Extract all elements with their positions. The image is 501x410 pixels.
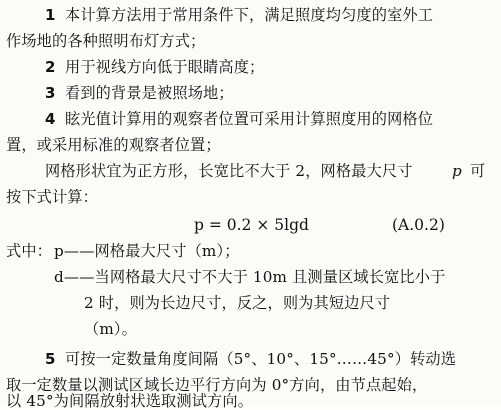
item-1-line-2 [0, 28, 501, 54]
item-5-number: 5 [45, 350, 56, 368]
item-5-text-end: 以 45°为间隔放射状选取测试方向。 [6, 392, 254, 410]
item-3-text: 看到的背景是被照场地； [65, 84, 234, 102]
item-4-number: 4 [45, 110, 56, 128]
item-1-text: 本计算方法用于常用条件下，满足照度均匀度的室外工 [65, 6, 434, 24]
formula-line [0, 211, 501, 239]
grid-text-line-2: 按下式计算： [6, 188, 99, 206]
where-d-definition-unit: （m）。 [84, 320, 137, 338]
grid-text-var: p [452, 162, 462, 180]
item-4-line-2 [0, 132, 501, 158]
grid-paragraph-line-2 [0, 184, 501, 210]
grid-paragraph-line-1 [0, 158, 501, 184]
where-intro: 式中： [6, 242, 53, 260]
formula-number: (A.0.2) [392, 216, 445, 234]
item-2-number: 2 [45, 58, 56, 76]
item-2-text: 用于视线方向低于眼睛高度； [65, 58, 265, 76]
where-line-d-3 [0, 316, 501, 342]
item-5-line-1 [0, 346, 501, 372]
item-1-text-cont: 作场地的各种照明布灯方式； [6, 32, 206, 50]
grid-text-pre: 网格形状宜为正方形，长宽比不大于 2，网格最大尺寸 [45, 162, 413, 180]
item-1-line-1 [0, 2, 501, 28]
where-d-definition: d——当网格最大尺寸不大于 10m 且测量区域长宽比小于 [54, 268, 446, 286]
item-4-text-cont: 置，或采用标准的观察者位置； [6, 136, 221, 154]
item-4-text: 眩光值计算用的观察者位置可采用计算照度用的网格位 [65, 110, 434, 128]
where-line-d-1 [0, 264, 501, 290]
where-p-definition: p——网格最大尺寸（m）； [54, 242, 240, 260]
item-2-line [0, 54, 501, 80]
where-d-definition-cont: 2 时，则为长边尺寸，反之，则为其短边尺寸 [84, 294, 391, 312]
where-line-d-2 [0, 290, 501, 316]
grid-text-post: 可 [470, 162, 486, 180]
item-5-text-cont: 取一定数量以测试区域长边平行方向为 0°方向，由节点起始， [6, 376, 428, 394]
where-line-p [0, 238, 501, 264]
item-5-line-3 [0, 392, 501, 410]
formula-expression: p = 0.2 × 5lgd [194, 216, 309, 234]
item-5-text: 可按一定数量角度间隔（5°、10°、15°……45°）转动选 [65, 350, 457, 368]
item-4-line-1 [0, 106, 501, 132]
item-3-number: 3 [45, 84, 56, 102]
item-3-line [0, 80, 501, 106]
item-1-number: 1 [45, 6, 56, 24]
